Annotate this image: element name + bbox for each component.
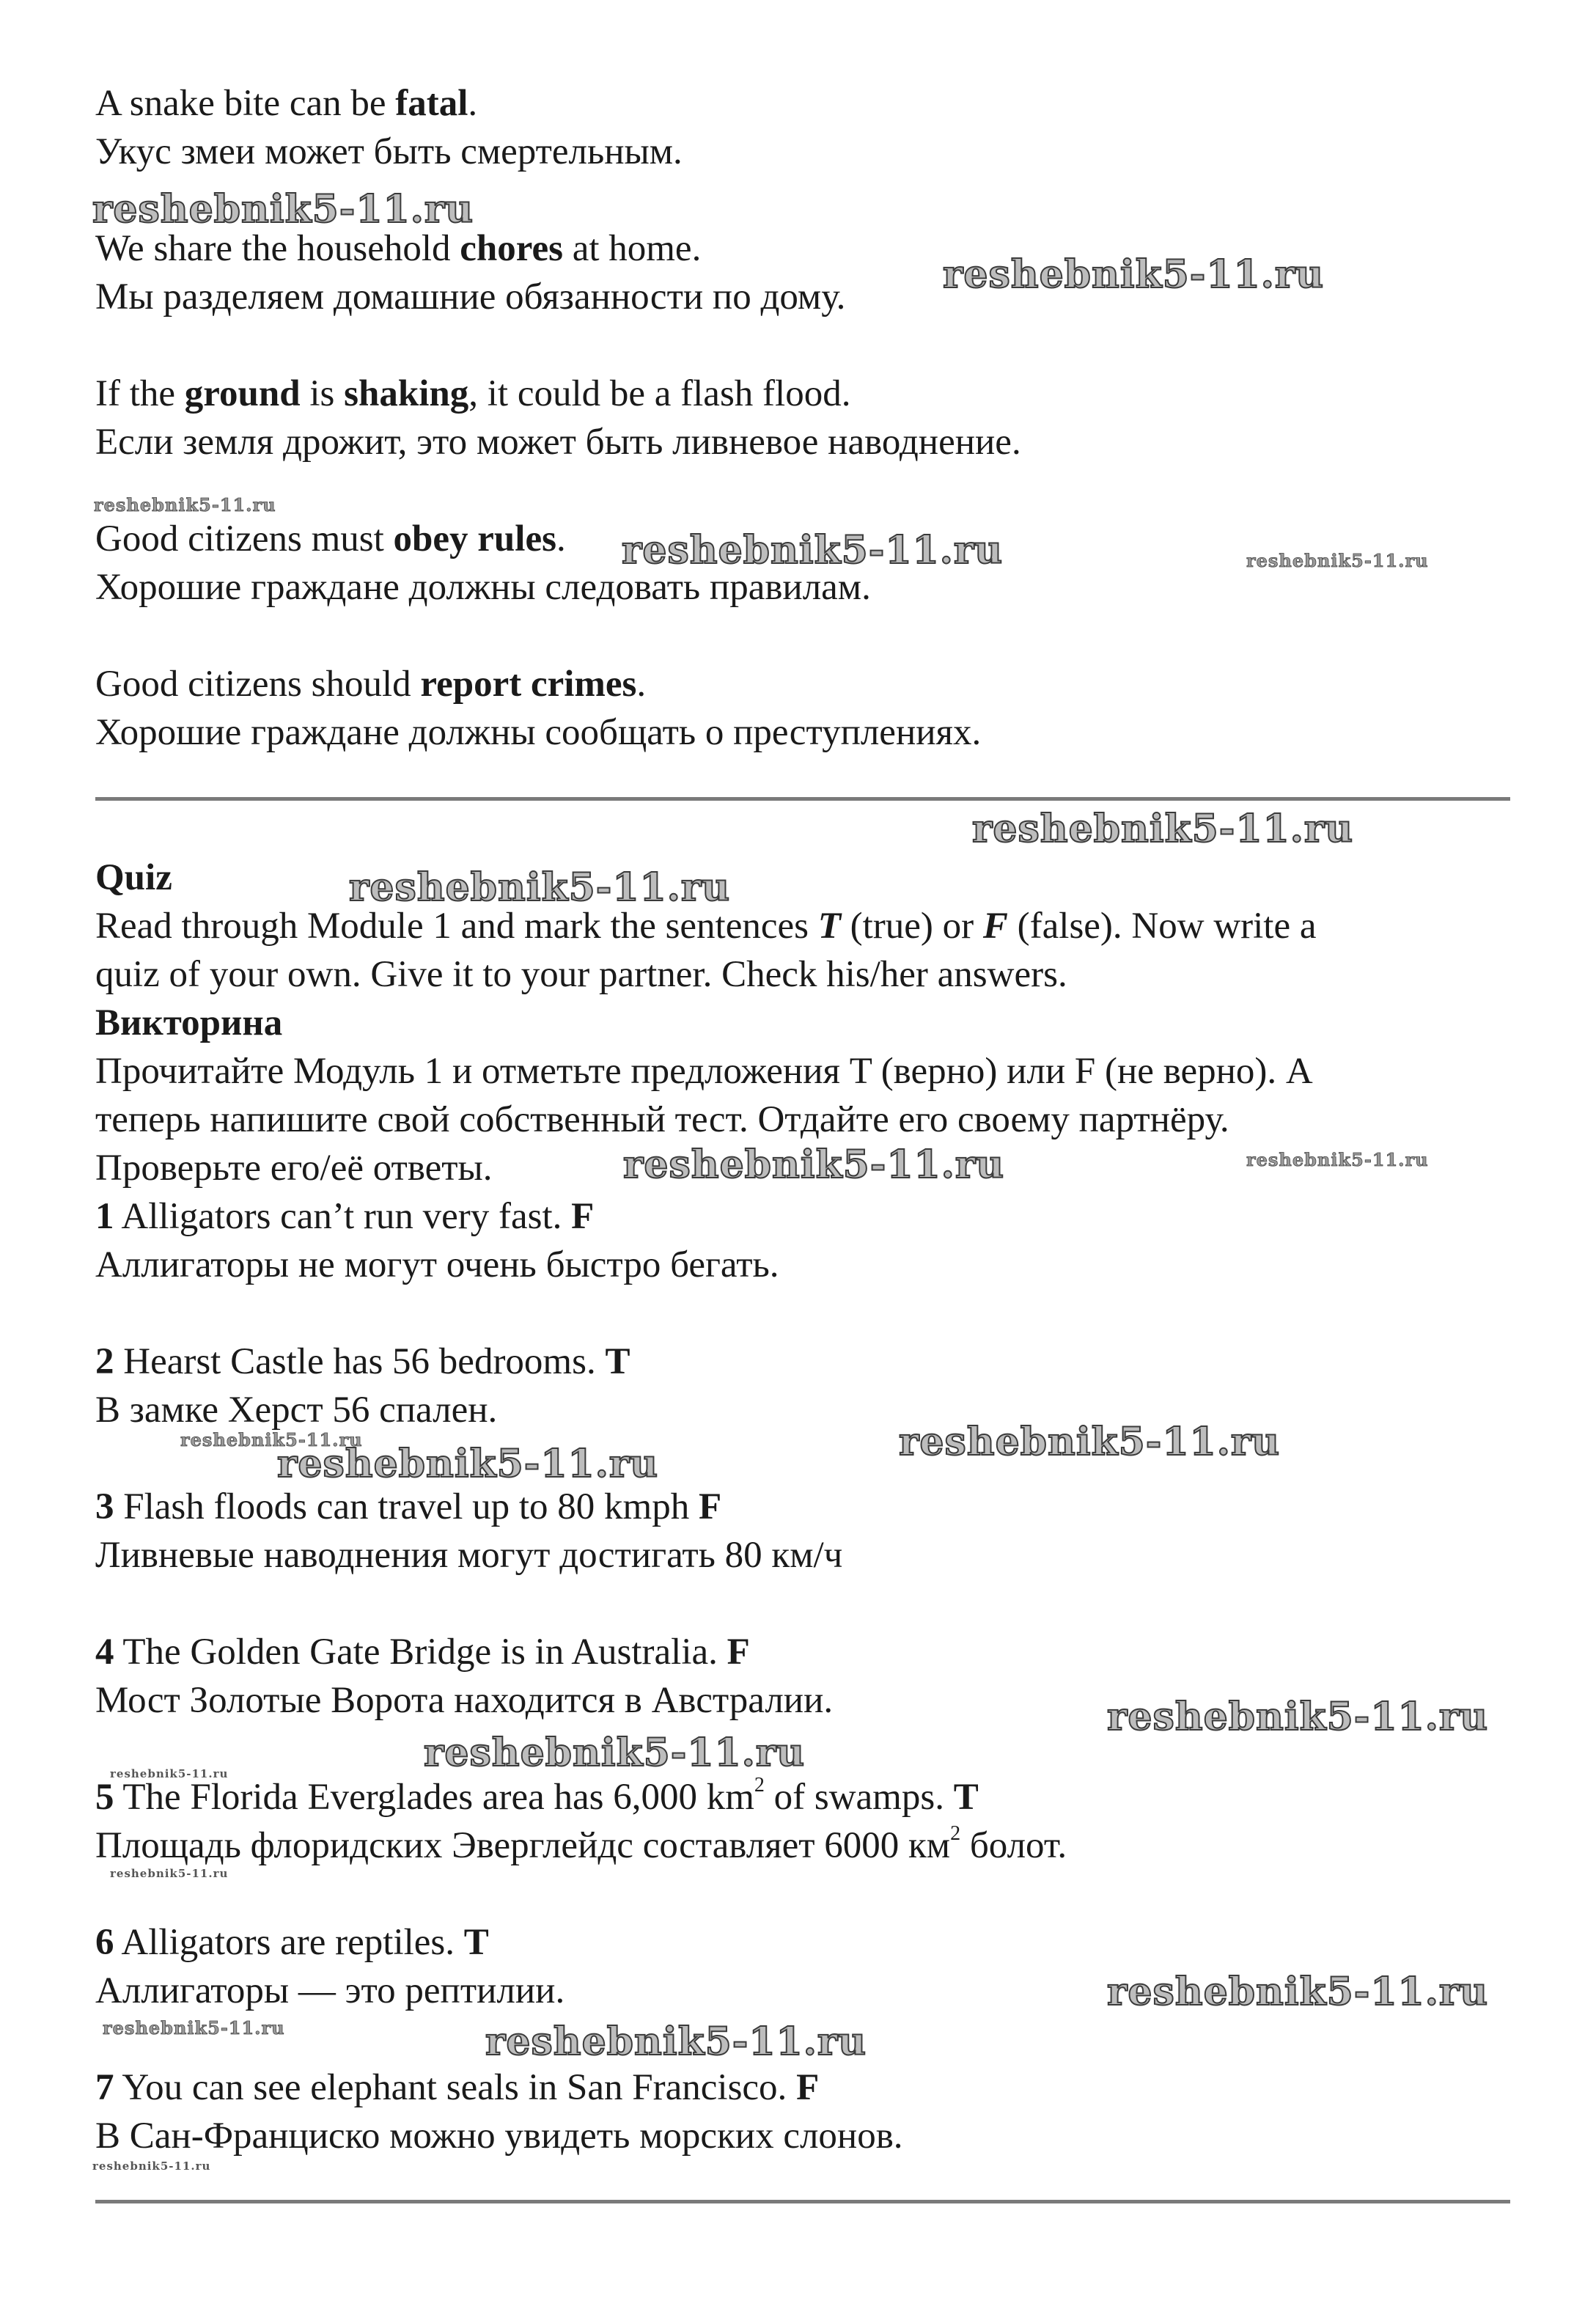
quiz-item-6-en: 6 Alligators are reptiles. T bbox=[95, 1922, 489, 1963]
vocab-4-ru: Хорошие граждане должны следовать правилам. bbox=[95, 567, 871, 608]
divider-top bbox=[95, 797, 1510, 801]
watermark: reshebnik5-11.ru bbox=[1246, 1149, 1429, 1170]
vocab-3-ru: Если земля дрожит, это может быть ливневое наводнение. bbox=[95, 422, 1021, 463]
quiz-item-1-en: 1 Alligators can’t run very fast. F bbox=[95, 1196, 595, 1237]
quiz-item-7-ru: В Сан-Франциско можно увидеть морских слонов. bbox=[95, 2115, 903, 2157]
quiz-item-6-ru: Аллигаторы — это рептилии. bbox=[95, 1970, 565, 2011]
watermark: reshebnik5-11.ru bbox=[349, 865, 731, 910]
vocab-3-en: If the ground is shaking, it could be a flash flood. bbox=[95, 373, 851, 414]
watermark: reshebnik5-11.ru bbox=[94, 494, 276, 515]
quiz-item-7-en: 7 You can see elephant seals in San Francisco. F bbox=[95, 2067, 820, 2108]
quiz-item-3-ru: Ливневые наводнения могут достигать 80 км/ч bbox=[95, 1535, 843, 1576]
watermark: reshebnik5-11.ru bbox=[92, 187, 474, 232]
watermark: reshebnik5-11.ru bbox=[180, 1429, 363, 1450]
quiz-instructions-ru-1: Прочитайте Модуль 1 и отметьте предложения T (верно) или F (не верно). А bbox=[95, 1051, 1313, 1092]
divider-bottom bbox=[95, 2200, 1510, 2203]
watermark: reshebnik5-11.ru bbox=[972, 807, 1354, 851]
watermark: reshebnik5-11.ru bbox=[110, 1867, 229, 1880]
quiz-instructions-1: Read through Module 1 and mark the sentences T (true) or F (false). Now write a bbox=[95, 906, 1317, 947]
quiz-item-5-ru: Площадь флоридских Эверглейдс составляет 6000 $км^2$ болот. bbox=[95, 1822, 1067, 1866]
quiz-item-2-en: 2 Hearst Castle has 56 bedrooms. T bbox=[95, 1341, 630, 1382]
vocab-5-en: Good citizens should report crimes. bbox=[95, 664, 647, 705]
watermark: reshebnik5-11.ru bbox=[92, 2159, 211, 2173]
quiz-instructions-2: quiz of your own. Give it to your partner. Check his/her answers. bbox=[95, 954, 1067, 995]
quiz-title-ru: Викторина bbox=[95, 1002, 283, 1043]
watermark: reshebnik5-11.ru bbox=[943, 252, 1325, 297]
watermark: reshebnik5-11.ru bbox=[424, 1731, 806, 1775]
quiz-item-2-ru: В замке Херст 56 спален. bbox=[95, 1390, 498, 1431]
vocab-4-en: Good citizens must obey rules. bbox=[95, 518, 566, 559]
quiz-instructions-ru-2: теперь напишите свой собственный тест. Отдайте его своему партнёру. bbox=[95, 1099, 1229, 1140]
quiz-item-1-ru: Аллигаторы не могут очень быстро бегать. bbox=[95, 1244, 779, 1285]
quiz-title: Quiz bbox=[95, 857, 172, 898]
quiz-instructions-ru-3: Проверьте его/её ответы. bbox=[95, 1148, 493, 1189]
watermark: reshebnik5-11.ru bbox=[1246, 550, 1429, 571]
quiz-item-5-en: 5 The Florida Everglades area has 6,000 $km^2$ of swamps. T bbox=[95, 1774, 979, 1818]
watermark: reshebnik5-11.ru bbox=[623, 1142, 1005, 1187]
quiz-item-3-en: 3 Flash floods can travel up to 80 kmph F bbox=[95, 1486, 722, 1527]
vocab-2-ru: Мы разделяем домашние обязанности по дому. bbox=[95, 276, 846, 318]
watermark: reshebnik5-11.ru bbox=[103, 2017, 285, 2038]
watermark: reshebnik5-11.ru bbox=[1107, 1695, 1489, 1739]
vocab-2-en: We share the household chores at home. bbox=[95, 228, 702, 269]
vocab-1-en: A snake bite can be fatal. bbox=[95, 83, 478, 124]
watermark: reshebnik5-11.ru bbox=[899, 1420, 1281, 1464]
watermark: reshebnik5-11.ru bbox=[1107, 1970, 1489, 2014]
vocab-5-ru: Хорошие граждане должны сообщать о преступлениях. bbox=[95, 712, 982, 753]
vocab-1-ru: Укус змеи может быть смертельным. bbox=[95, 131, 683, 172]
watermark: reshebnik5-11.ru bbox=[485, 2019, 867, 2064]
watermark: reshebnik5-11.ru bbox=[622, 528, 1004, 573]
watermark: reshebnik5-11.ru bbox=[277, 1442, 659, 1486]
quiz-item-4-en: 4 The Golden Gate Bridge is in Australia. F bbox=[95, 1632, 750, 1673]
watermark: reshebnik5-11.ru bbox=[110, 1767, 229, 1780]
quiz-item-4-ru: Мост Золотые Ворота находится в Австралии. bbox=[95, 1680, 834, 1721]
